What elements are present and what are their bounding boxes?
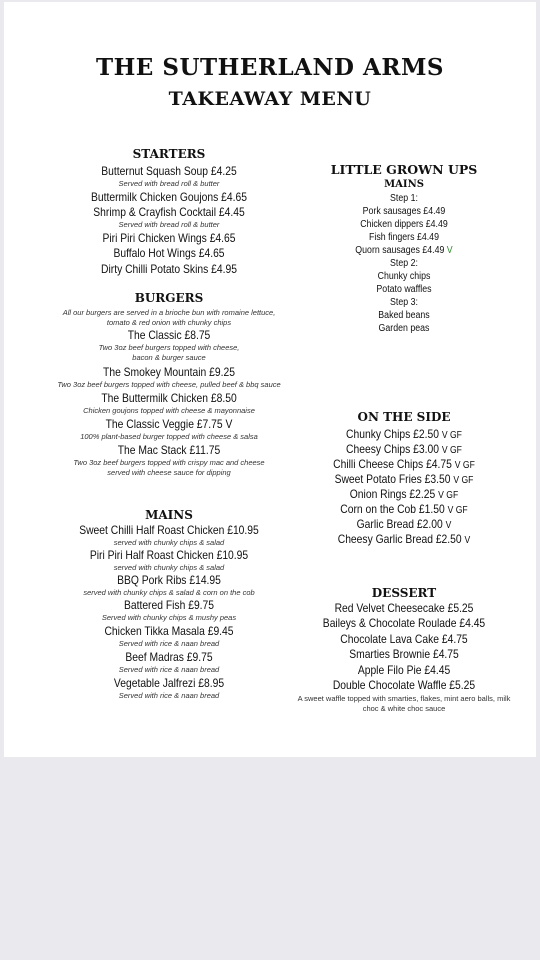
diet-tag: V: [464, 535, 471, 546]
kids-item-name: Quorn sausages £4.49: [355, 245, 445, 256]
burgers-heading: BURGERS: [134, 291, 204, 305]
diet-tag: V GF: [441, 430, 462, 441]
item-note: Served with bread roll & butter: [118, 220, 220, 229]
dessert-item: Double Chocolate Waffle £5.25: [332, 678, 476, 692]
item-note: Served with bread roll & butter: [118, 179, 220, 188]
menu-item: Dirty Chilli Potato Skins £4.95: [101, 262, 237, 276]
side-item: [309, 442, 498, 456]
menu-item: Vegetable Jalfrezi £8.95: [113, 676, 225, 690]
side-item: [309, 487, 498, 501]
diet-tag: V GF: [447, 505, 468, 516]
mains-heading: MAINS: [145, 508, 193, 522]
menu-item: Buffalo Hot Wings £4.65: [113, 246, 225, 260]
menu-item: Battered Fish £9.75: [123, 598, 215, 612]
menu-item: Sweet Chilli Half Roast Chicken £10.95: [79, 523, 259, 537]
menu-item: Piri Piri Half Roast Chicken £10.95: [89, 548, 249, 562]
item-note: served with chunky chips & salad: [113, 538, 225, 547]
side-item: [309, 532, 498, 546]
side-item-name: Sweet Potato Fries £3.50: [334, 472, 451, 486]
item-note: Served with rice & naan bread: [118, 639, 220, 648]
menu-item: The Mac Stack £11.75: [117, 443, 221, 457]
menu-item: Chicken Tikka Masala £9.45: [104, 624, 234, 638]
dessert-item: Chocolate Lava Cake £4.75: [340, 632, 468, 646]
item-note: 100% plant-based burger topped with cheese & salsa: [80, 432, 258, 441]
diet-tag: V GF: [438, 490, 459, 501]
kids-item: Potato waffles: [376, 284, 432, 295]
dessert-item: Red Velvet Cheesecake £5.25: [334, 601, 474, 615]
vegetarian-badge: V: [446, 245, 453, 256]
kids-item: Baked beans: [378, 310, 430, 321]
menu-item: The Classic £8.75: [127, 328, 211, 342]
little-mains-subheading: MAINS: [384, 179, 424, 190]
kids-item: [307, 245, 501, 256]
starters-heading: STARTERS: [132, 147, 206, 161]
little-grown-ups-heading: LITTLE GROWN UPS: [330, 162, 478, 177]
item-note: Two 3oz beef burgers topped with cheese,: [98, 343, 240, 352]
dessert-item: Apple Filo Pie £4.45: [357, 663, 451, 677]
dessert-item: Baileys & Chocolate Roulade £4.45: [322, 616, 486, 630]
menu-item: The Classic Veggie £7.75 V: [105, 417, 233, 431]
step-label: Step 1:: [390, 193, 418, 204]
side-item: [309, 502, 498, 516]
diet-tag: V GF: [453, 475, 474, 486]
item-note: A sweet waffle topped with smarties, flakes, mint aero balls, milk: [297, 694, 511, 703]
side-item-name: Corn on the Cob £1.50: [340, 502, 445, 516]
kids-item: Fish fingers £4.49: [369, 232, 439, 243]
side-item-name: Cheesy Chips £3.00: [346, 442, 439, 456]
side-item: [309, 517, 498, 531]
item-note: Two 3oz beef burgers topped with crispy mac and cheese: [73, 458, 265, 467]
kids-item: Pork sausages £4.49: [362, 206, 446, 217]
menu-item: Buttermilk Chicken Goujons £4.65: [90, 190, 248, 204]
item-note: Served with rice & naan bread: [118, 691, 220, 700]
burgers-intro: tomato & red onion with chunky chips: [106, 318, 232, 327]
restaurant-title: THE SUTHERLAND ARMS: [95, 54, 445, 81]
menu-item: The Buttermilk Chicken £8.50: [101, 391, 237, 405]
dessert-item: Smarties Brownie £4.75: [349, 647, 459, 661]
side-item: [309, 427, 498, 441]
side-item-name: Chilli Cheese Chips £4.75: [333, 457, 452, 471]
item-note: served with cheese sauce for dipping: [107, 468, 231, 477]
kids-item: Chicken dippers £4.49: [360, 219, 448, 230]
item-note: Served with chunky chips & mushy peas: [101, 613, 237, 622]
menu-item: The Smokey Mountain £9.25: [103, 365, 235, 379]
menu-item: Beef Madras £9.75: [125, 650, 213, 664]
step-label: Step 3:: [390, 297, 418, 308]
side-item-name: Onion Rings £2.25: [349, 487, 436, 501]
side-item-name: Cheesy Garlic Bread £2.50: [337, 532, 462, 546]
item-note: Two 3oz beef burgers topped with cheese, pulled beef & bbq sauce: [57, 380, 281, 389]
item-note: Chicken goujons topped with cheese & mayonnaise: [83, 406, 255, 415]
side-item: [309, 472, 498, 486]
menu-subtitle: TAKEAWAY MENU: [168, 88, 372, 110]
diet-tag: V GF: [454, 460, 475, 471]
step-label: Step 2:: [390, 258, 418, 269]
burgers-intro: All our burgers are served in a brioche bun with romaine lettuce,: [62, 308, 276, 317]
menu-page: [4, 2, 536, 757]
kids-item: Chunky chips: [377, 271, 431, 282]
item-note: bacon & burger sauce: [132, 353, 206, 362]
side-item-name: Garlic Bread £2.00: [356, 517, 443, 531]
dessert-heading: DESSERT: [371, 586, 437, 600]
menu-item: Butternut Squash Soup £4.25: [101, 164, 237, 178]
item-note: Served with rice & naan bread: [118, 665, 220, 674]
item-note: choc & white choc sauce: [362, 704, 446, 713]
item-note: served with chunky chips & salad: [113, 563, 225, 572]
diet-tag: V GF: [441, 445, 462, 456]
side-item: [309, 457, 498, 471]
menu-item: BBQ Pork Ribs £14.95: [117, 573, 221, 587]
side-heading: ON THE SIDE: [357, 410, 451, 424]
menu-item: Shrimp & Crayfish Cocktail £4.45: [93, 205, 245, 219]
menu-item: Piri Piri Chicken Wings £4.65: [102, 231, 236, 245]
kids-item: Garden peas: [378, 323, 430, 334]
side-item-name: Chunky Chips £2.50: [346, 427, 439, 441]
diet-tag: V: [445, 520, 452, 531]
item-note: served with chunky chips & salad & corn on the cob: [83, 588, 255, 597]
